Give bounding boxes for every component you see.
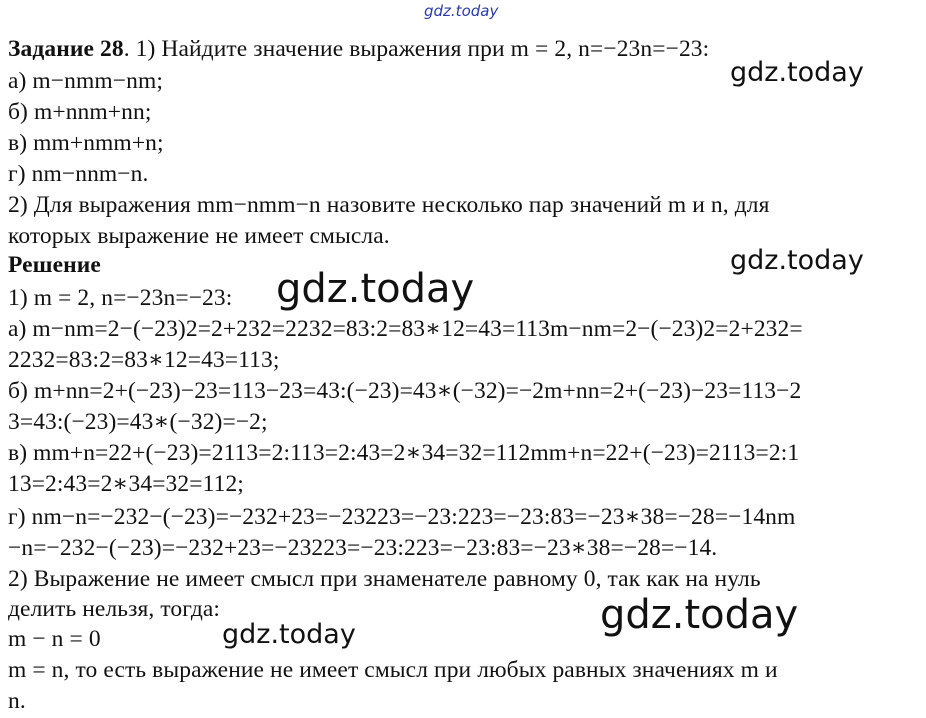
task-question-1-text: . 1) Найдите значение выражения при m = 2, n=−23n=−23: (123, 36, 710, 62)
task-item-g: г) nm−nnm−n. (8, 161, 149, 187)
solution-v-line1: в) mm+n=22+(−23)=2113=2:113=2:43=2∗34=32=112mm+n=22+(−23)=2113=2:1 (8, 440, 800, 466)
watermark: gdz.today (730, 245, 864, 276)
solution-b-line2: 3=43:(−23)=43∗(−32)=−2; (8, 409, 268, 435)
task-question-2-line2: которых выражение не имеет смысла. (8, 223, 390, 249)
solution-part2-line5: n. (8, 688, 26, 714)
task-item-a: а) m−nmm−nm; (8, 68, 163, 94)
task-item-b: б) m+nnm+nn; (8, 99, 152, 125)
solution-g-line2: −n=−232−(−23)=−232+23=−23223=−23:223=−23:83=−23∗38=−28=−14. (8, 535, 718, 561)
solution-v-line2: 13=2:43=2∗34=32=112; (8, 471, 244, 497)
solution-part2-line1: 2) Выражение не имеет смысл при знаменателе равному 0, так как на нуль (8, 566, 761, 592)
solution-part2-line2: делить нельзя, тогда: (8, 596, 221, 622)
task-question-2-line1: 2) Для выражения mm−nmm−n назовите несколько пар значений m и n, для (8, 192, 770, 218)
solution-g-line1: г) nm−n=−232−(−23)=−232+23=−23223=−23:223=−23:83=−23∗38=−28=−14nm (8, 504, 796, 530)
task-title: Задание 28 (8, 36, 124, 62)
watermark: gdz.today (600, 592, 799, 638)
solution-b-line1: б) m+nn=2+(−23)−23=113−23=43:(−23)=43∗(−32)=−2m+nn=2+(−23)−23=113−2 (8, 378, 802, 404)
watermark: gdz.today (222, 619, 356, 650)
watermark-top: gdz.today (424, 2, 499, 20)
solution-part2-line4: m = n, то есть выражение не имеет смысл при любых равных значениях m и (8, 657, 778, 683)
task-item-v: в) mm+nmm+n; (8, 130, 164, 156)
task-question-1 (8, 34, 709, 64)
watermark: gdz.today (730, 57, 864, 88)
watermark: gdz.today (276, 266, 475, 312)
solution-heading: Решение (8, 252, 101, 278)
solution-line-1: 1) m = 2, n=−23n=−23: (8, 285, 233, 311)
solution-a-line1: а) m−nm=2−(−23)2=2+232=2232=83:2=83∗12=43=113m−nm=2−(−23)2=2+232= (8, 316, 803, 342)
solution-a-line2: 2232=83:2=83∗12=43=113; (8, 347, 280, 373)
solution-part2-line3: m − n = 0 (8, 626, 101, 652)
